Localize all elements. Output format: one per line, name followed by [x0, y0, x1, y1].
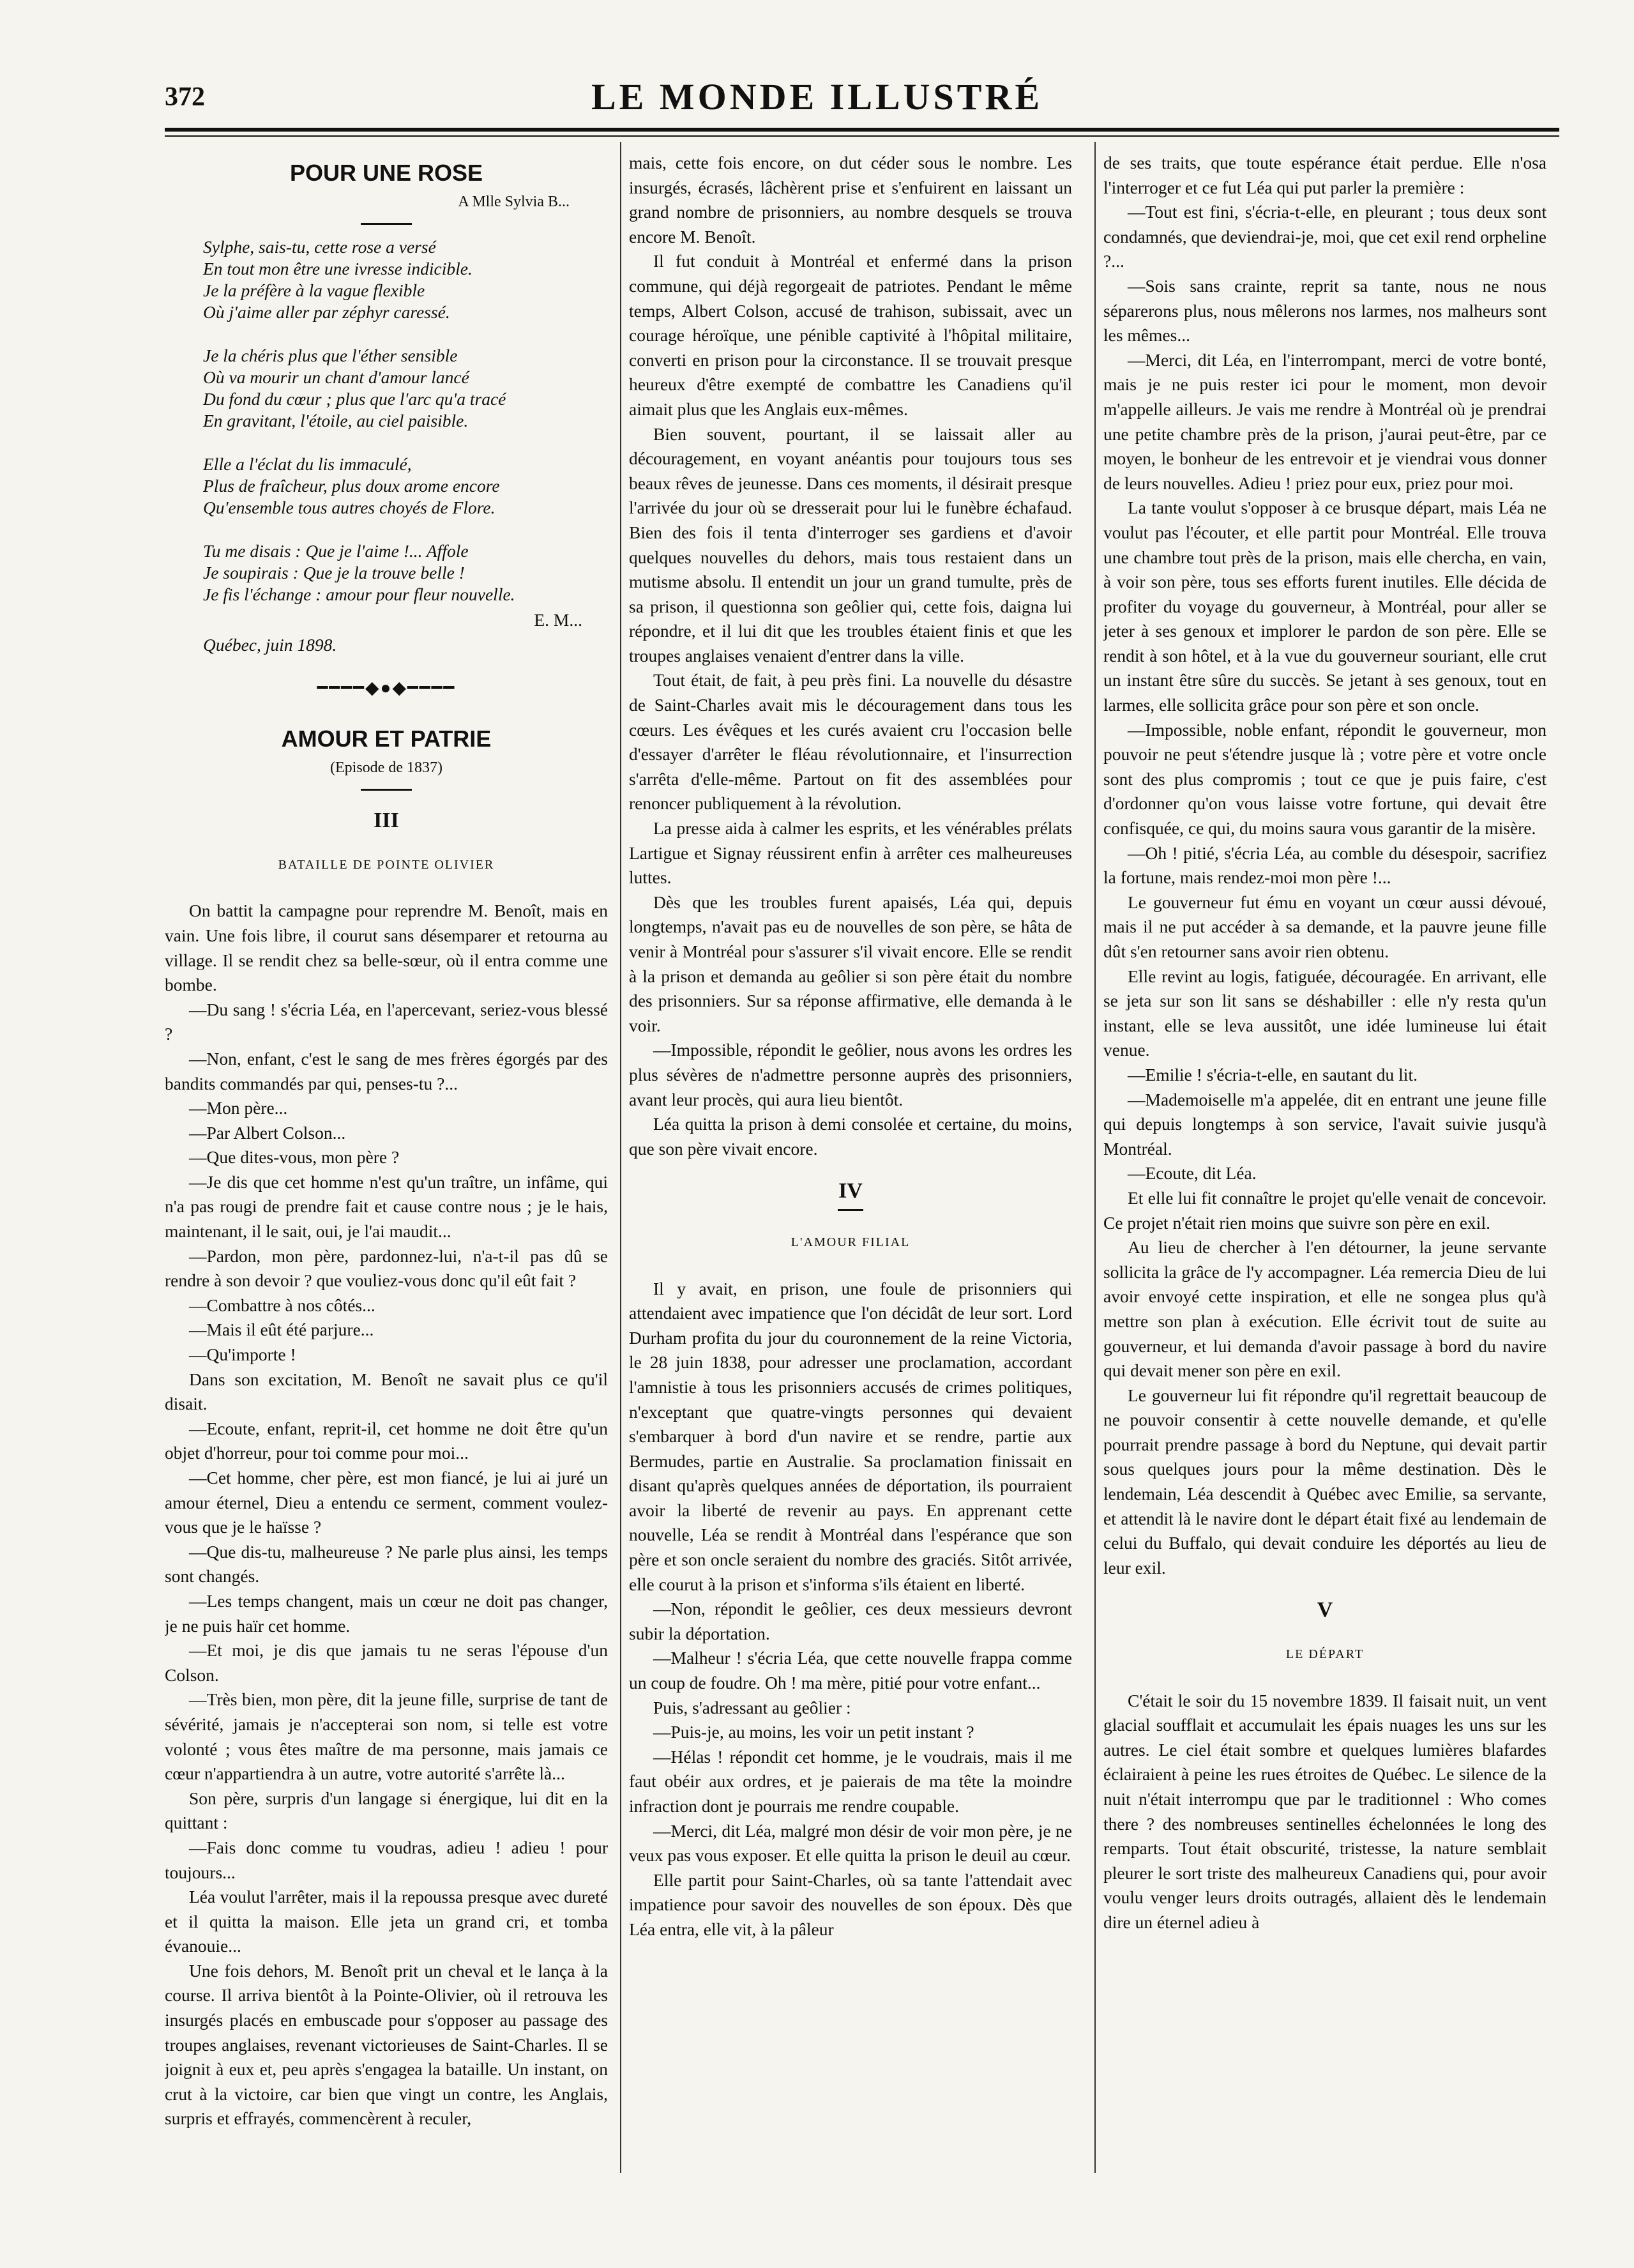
paragraph: Au lieu de chercher à l'en détourner, la jeune servante sollicita la grâce de l'y accompagner. Léa remercia Dieu de lui avoir envoyé cette inspiration, et elle ne songea plus qu'à mettre son plan à exécution. Elle écrivit tout de suite au gouverneur, et lui demanda d'avoir passage à bord du navire qui devait mener son père en exil. — [1103, 1237, 1547, 1381]
poem-stanza — [165, 453, 608, 519]
paragraph: Une fois dehors, M. Benoît prit un cheval et le lança à la course. Il arriva bientôt à la Pointe-Olivier, où il retrouva les insurgés placés en embuscade pour s'opposer au passage des troupes anglaises, revenant victorieuses de Saint-Charles. Il se joignit à eux et, peu après s'engagea la bataille. Un instant, on crut à la victoire, car bien que vingt un contre, les Anglais, surpris et effrayés, commencèrent à reculer, — [165, 1960, 608, 2129]
paragraph: —Très bien, mon père, dit la jeune fille, surprise de tant de sévérité, jamais je n'accepterai son nom, si telle est votre volonté ; vous êtes maître de ma personne, mais jamais ce cœur n'appartiendra à un autre, votre autorité s'arrête là... — [165, 1689, 608, 1784]
paragraph: —Tout est fini, s'écria-t-elle, en pleurant ; tous deux sont condamnés, que deviendrai-je, moi, que cet exil rend orpheline ?... — [1103, 202, 1547, 271]
paragraph: C'était le soir du 15 novembre 1839. Il faisait nuit, un vent glacial soufflait et accumulait les épais nuages les uns sur les autres. Le ciel était sombre et quelques lumières blafardes éclairaient à peine les rues étroites de Québec. Le silence de la nuit n'était interrompu que par le traditionnel : Who comes there ? des nombreuses sentinelles échelonnées le long des remparts. Tout était obscurité, tristesse, la nature semblait pleurer le sort triste des malheureux Canadiens qui, pour avoir voulu venger leurs droits outragés, allaient dès le lendemain dire un éternel adieu à — [1103, 1690, 1547, 1932]
paragraph: —Ecoute, enfant, reprit-il, cet homme ne doit être qu'un objet d'horreur, pour toi comme pour moi... — [165, 1418, 608, 1463]
paragraph: —Impossible, noble enfant, répondit le gouverneur, mon pouvoir ne peut s'étendre jusque là ; votre père et votre oncle sont des plus compromis ; tout ce que je puis faire, c'est d'ordonner qu'on vous laisse votre fortune, qui devait être confisquée, ce qui, du moins saura vous garantir de la misère. — [1103, 719, 1547, 839]
chapter-number: IV — [838, 1179, 863, 1203]
column-3 — [1103, 151, 1547, 2163]
paragraph: —Pardon, mon père, pardonnez-lui, n'a-t-il pas dû se rendre à son devoir ? que vouliez-vous donc qu'il eût fait ? — [165, 1245, 608, 1291]
chapter-number: V — [1317, 1598, 1333, 1622]
paragraph: Et elle lui fit connaître le projet qu'elle venait de concevoir. Ce projet n'était rien moins que suivre son père en exil. — [1103, 1187, 1547, 1233]
paragraph: Tout était, de fait, à peu près fini. La nouvelle du désastre de Saint-Charles avait mis le découragement dans tous les cœurs. Les évêques et les curés avaient cru l'occasion belle d'essayer d'arrêter le fléau révolutionnaire, et l'insurrection s'arrêta d'elle-même. Partout on fit des assemblées pour renoncer publiquement à la révolution. — [629, 670, 1072, 814]
paragraph: —Du sang ! s'écria Léa, en l'apercevant, seriez-vous blessé ? — [165, 999, 608, 1044]
paragraph: Léa voulut l'arrêter, mais il la repoussa presque avec dureté et il quitta la maison. Elle jeta un grand cri, et tomba évanouie... — [165, 1887, 608, 1956]
verse: Je la chéris plus que l'éther sensible — [203, 346, 458, 366]
paragraph: Le gouverneur lui fit répondre qu'il regrettait beaucoup de ne pouvoir consentir à cette nouvelle demande, et qu'elle pourrait prendre passage à bord du Neptune, qui devait partir sous quelques jours pour la même destination. Dès le lendemain, Léa descendit à Québec avec Emilie, sa servante, et attendit là le navire dont le départ était fixé au lendemain de celui du Buffalo, qui devait conduire les déportés au lieu de leur exil. — [1103, 1385, 1547, 1578]
column-3-text — [1103, 151, 1547, 1580]
paragraph: —Merci, dit Léa, malgré mon désir de voir mon père, je ne veux pas vous exposer. Et elle quitta la prison le deuil au cœur. — [629, 1820, 1072, 1866]
paragraph: —Non, répondit le geôlier, ces deux messieurs devront subir la déportation. — [629, 1599, 1072, 1643]
paragraph: —Par Albert Colson... — [189, 1122, 346, 1143]
poem-stanza — [165, 345, 608, 432]
paragraph: —Merci, dit Léa, en l'interrompant, merci de votre bonté, mais je ne puis rester ici pour le moment, mon devoir m'appelle ailleurs. Je vais me rendre à Montréal où je prendrai une petite chambre près de la prison, j'aurai peut-être, par ce moyen, le bonheur de les entrevoir et je viendrai vous donner de leurs nouvelles. Adieu ! priez pour eux, priez pour moi. — [1103, 349, 1547, 493]
page-number: 372 — [165, 82, 205, 112]
verse: Elle a l'éclat du lis immaculé, — [203, 454, 412, 475]
paragraph: —Ecoute, dit Léa. — [1128, 1163, 1257, 1183]
column-1-text — [165, 899, 608, 2131]
poem-stanza — [165, 236, 608, 323]
verse: Où j'aime aller par zéphyr caressé. — [203, 302, 450, 323]
paragraph: —Hélas ! répondit cet homme, je le voudrais, mais il me faut obéir aux ordres, et je paierais de ma tête la moindre infraction dont je pourrais me rendre coupable. — [629, 1746, 1072, 1816]
chapter-title: LE DÉPART — [1285, 1647, 1365, 1662]
verse: Je fis l'échange : amour pour fleur nouvelle. — [203, 584, 515, 605]
poem-place-date: Québec, juin 1898. — [203, 634, 337, 655]
paragraph: —Malheur ! s'écria Léa, que cette nouvelle frappa comme un coup de foudre. Oh ! ma mère, pitié pour votre enfant... — [629, 1648, 1072, 1693]
paragraph: Bien souvent, pourtant, il se laissait aller au découragement, en voyant anéantis pour toujours tous ses beaux rêves de jeunesse. Dans ces moments, il désirait presque l'arrivée du jour où se dresserait pour lui le funèbre échafaud. Bien des fois il tenta d'interroger ses gardiens et d'avoir quelques nouvelles du dehors, mais tous restaient dans un mutisme absolu. Il entendit un jour un grand tumulte, près de sa prison, il questionna son geôlier qui, cette fois, daigna lui répondre, et il lui dit que les troubles étaient finis et que les troupes anglaises venaient d'entrer dans la ville. — [629, 423, 1072, 666]
column-2 — [629, 151, 1072, 2163]
column-divider — [620, 142, 621, 2173]
paragraph: Dans son excitation, M. Benoît ne savait plus ce qu'il disait. — [165, 1369, 608, 1414]
column-3-text — [1103, 1689, 1547, 1935]
verse: En tout mon être une ivresse indicible. — [203, 259, 473, 279]
paragraph: —Mon père... — [189, 1098, 288, 1118]
paragraph: Son père, surpris d'un langage si énergique, lui dit en la quittant : — [165, 1788, 608, 1833]
column-divider — [1094, 142, 1096, 2173]
paragraph: —Qu'importe ! — [189, 1344, 296, 1365]
story-title: AMOUR ET PATRIE — [281, 725, 492, 752]
divider — [361, 223, 412, 225]
paragraph: Il fut conduit à Montréal et enfermé dans la prison commune, qui déjà regorgeait de patriotes. Pendant le même temps, Albert Colson, accusé de trahison, subissait, avec un courage héroïque, une pénible captivité à l'hôpital militaire, converti en prison pour la circonstance. Il se trouvait presque heureux d'être exempté de combattre les Canadiens qu'il aimait plus que les Anglais eux-mêmes. — [629, 251, 1072, 419]
paragraph: Le gouverneur fut ému en voyant un cœur aussi dévoué, mais il ne put accéder à sa demande, et la pauvre jeune fille dût s'en retourner sans avoir rien obtenu. — [1103, 892, 1547, 961]
header-rule — [165, 128, 1559, 132]
masthead: LE MONDE ILLUSTRÉ — [591, 76, 1043, 118]
chapter-title: L'AMOUR FILIAL — [791, 1235, 911, 1249]
column-2-text — [629, 151, 1072, 1161]
paragraph: On battit la campagne pour reprendre M. Benoît, mais en vain. Une fois libre, il courut sans désemparer et retourna au village. Il se rendit chez sa belle-sœur, où il entra comme une bombe. — [165, 901, 608, 995]
verse: Du fond du cœur ; plus que l'arc qu'a tracé — [203, 389, 506, 409]
paragraph: —Que dis-tu, malheureuse ? Ne parle plus ainsi, les temps sont changés. — [165, 1541, 608, 1587]
verse: Tu me disais : Que je l'aime !... Affole — [203, 541, 469, 561]
paragraph: —Mademoiselle m'a appelée, dit en entrant une jeune fille qui depuis longtemps à son service, l'avait suivie jusqu'à Montréal. — [1103, 1089, 1547, 1159]
paragraph: —Mais il eût été parjure... — [189, 1320, 374, 1340]
chapter-number: III — [374, 809, 399, 833]
paragraph: —Puis-je, au moins, les voir un petit instant ? — [653, 1722, 974, 1742]
paragraph: —Cet homme, cher père, est mon fiancé, je lui ai juré un amour éternel, Dieu a entendu ce serment, comment voulez-vous que je le haïsse ? — [165, 1468, 608, 1537]
paragraph: mais, cette fois encore, on dut céder sous le nombre. Les insurgés, écrasés, lâchèrent prise et s'enfuirent en laissant un grand nombre de prisonniers, au nombre desquels se trouva encore M. Benoît. — [629, 153, 1072, 247]
divider — [361, 789, 412, 791]
paragraph: de ses traits, que toute espérance était perdue. Elle n'osa l'interroger et ce fut Léa qui put parler la première : — [1103, 153, 1547, 197]
chapter-title: BATAILLE DE POINTE OLIVIER — [278, 857, 495, 872]
paragraph: Dès que les troubles furent apaisés, Léa qui, depuis longtemps, n'avait pas eu de nouvelles de son père, se hâta de venir à Montréal pour s'assurer s'il vivait encore. Elle se rendit à la prison et demanda au geôlier si son père était du nombre des prisonniers. Sur sa réponse affirmative, elle demanda à le voir. — [629, 892, 1072, 1035]
poem-title: POUR UNE ROSE — [289, 160, 483, 186]
paragraph: Il y avait, en prison, une foule de prisonniers qui attendaient avec impatience que l'on décidât de leur sort. Lord Durham profita du jour du couronnement de la reine Victoria, le 28 juin 1838, pour adresser une proclamation, accordant l'amnistie à tous les prisonniers accusés de crimes politiques, n'exceptant que quatre-vingts personnes qui devaient s'embarquer à bord d'un navire et se rendre, partie aux Bermudes, partie en Australie. Sa proclamation finissait en disant qu'après quelques années de déportation, ils pourraient avoir la liberté de revenir au pays. En apprenant cette nouvelle, Léa se rendit à Montréal dans l'espérance que son père et son oncle seraient du nombre des graciés. Sitôt arrivée, elle courut à la prison et s'informa s'ils étaient en liberté. — [629, 1278, 1072, 1594]
paragraph: —Emilie ! s'écria-t-elle, en sautant du lit. — [1128, 1064, 1418, 1085]
paragraph: Puis, s'adressant au geôlier : — [653, 1697, 851, 1717]
paragraph: Léa quitta la prison à demi consolée et certaine, du moins, que son père vivait encore. — [629, 1114, 1072, 1159]
paragraph: —Je dis que cet homme n'est qu'un traître, un infâme, qui n'a pas rougi de prendre fait et cause contre nous ; je le hais, maintenant, il le sait, oui, je l'ai maudit... — [165, 1171, 608, 1242]
paragraph: —Que dites-vous, mon père ? — [189, 1147, 400, 1168]
paragraph: —Impossible, répondit le geôlier, nous avons les ordres les plus sévères de n'admettre personne auprès des prisonniers, avant leur procès, qui aura lieu bientôt. — [629, 1040, 1072, 1109]
paragraph: La tante voulut s'opposer à ce brusque départ, mais Léa ne voulut pas l'écouter, et elle partit pour Montréal. Elle trouva une chambre tout près de la prison, mais elle chercha, en vain, à voir son père, tous ses efforts furent inutiles. Elle décida de profiter du voyage du gouverneur, à Montréal, pour aller se jeter à ses genoux et implorer le pardon de son père. Elle se rendit à son hôtel, et à la vue du gouverneur souriant, elle crut un instant être sûre du succès. Se jetant à ses genoux, tout en larmes, elle sollicita grâce pour son père et son oncle. — [1103, 498, 1547, 715]
header-rule-thin — [165, 135, 1559, 137]
poem-stanza — [165, 540, 608, 605]
paragraph: —Sois sans crainte, reprit sa tante, nous ne nous séparerons plus, nous mêlerons nos larmes, nos malheurs sont les mêmes... — [1103, 275, 1547, 346]
verse: Plus de fraîcheur, plus doux arome encore — [203, 476, 500, 496]
paragraph: La presse aida à calmer les esprits, et les vénérables prélats Lartigue et Signay réussirent enfin à arrêter ces malheureuses luttes. — [629, 818, 1072, 888]
paragraph: —Et moi, je dis que jamais tu ne seras l'épouse d'un Colson. — [165, 1640, 608, 1685]
poem-signature: E. M... — [534, 610, 582, 630]
paragraph: Elle partit pour Saint-Charles, où sa tante l'attendait avec impatience pour savoir des nouvelles de son époux. Dès que Léa entra, elle vit, à la pâleur — [629, 1869, 1072, 1939]
paragraph: —Combattre à nos côtés... — [189, 1295, 375, 1315]
verse: Je soupirais : Que je la trouve belle ! — [203, 563, 465, 583]
divider — [838, 1209, 863, 1211]
paragraph: —Oh ! pitié, s'écria Léa, au comble du désespoir, sacrifiez la fortune, mais rendez-moi mon père !... — [1103, 842, 1547, 888]
paragraph: —Non, enfant, c'est le sang de mes frères égorgés par des bandits commandés par qui, penses-tu ?... — [165, 1048, 608, 1093]
verse: En gravitant, l'étoile, au ciel paisible. — [203, 411, 469, 431]
paragraph: —Les temps changent, mais un cœur ne doit pas changer, je ne puis haïr cet homme. — [165, 1590, 608, 1636]
column-2-text — [629, 1277, 1072, 1942]
paragraph: —Fais donc comme tu voudras, adieu ! adieu ! pour toujours... — [165, 1837, 608, 1882]
verse: Qu'ensemble tous autres choyés de Flore. — [203, 498, 495, 518]
paragraph: Elle revint au logis, fatiguée, découragée. En arrivant, elle se jeta sur son lit sans se déshabiller : elle n'y resta qu'un instant, elle se leva aussitôt, une idée lumineuse lui était venue. — [1103, 966, 1547, 1060]
verse: Sylphe, sais-tu, cette rose a versé — [203, 237, 436, 257]
ornament-divider: ━━━━◆●◆━━━━ — [317, 678, 456, 699]
column-1 — [165, 151, 608, 2163]
story-subtitle: (Episode de 1837) — [330, 759, 443, 776]
poem-dedication: A Mlle Sylvia B... — [458, 193, 570, 210]
verse: Où va mourir un chant d'amour lancé — [203, 367, 469, 388]
verse: Je la préfère à la vague flexible — [203, 280, 425, 301]
